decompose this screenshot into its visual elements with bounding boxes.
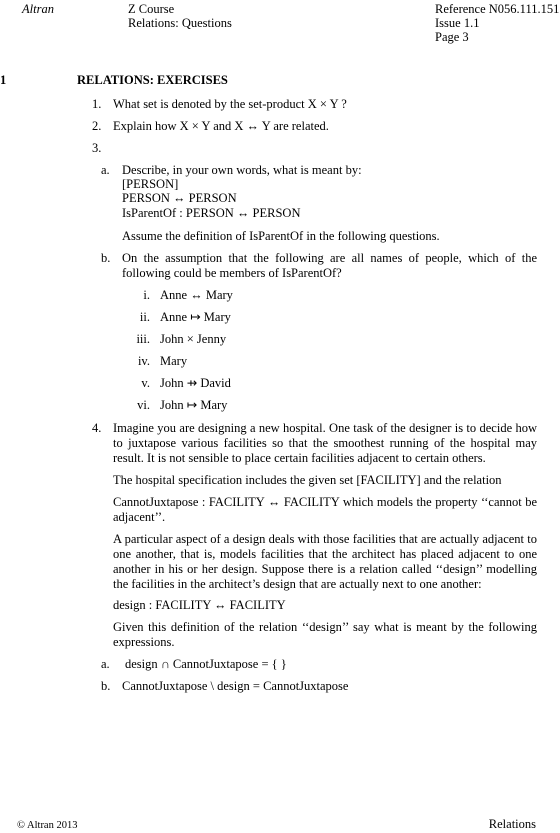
document-subtitle: Relations: Questions	[128, 16, 232, 30]
course-title: Z Course	[128, 2, 175, 16]
footer-topic: Relations	[488, 817, 536, 831]
list-item-number: vi.	[137, 398, 150, 412]
paragraph-design: A particular aspect of a design deals with those facilities that are actually adjacent to one another, that is, models facilities that the architect has placed adjacent to one another in his or her design. Suppose there is a relation called ‘‘design’’ modelling the facilities in the architect’s design that are actually next to one another:	[113, 532, 537, 591]
subquestion-label: a.	[101, 163, 110, 177]
paragraph-specification: The hospital specification includes the given set [FACILITY] and the relation	[113, 473, 502, 487]
copyright: © Altran 2013	[17, 820, 78, 831]
paragraph-intro: Imagine you are designing a new hospital. One task of the designer is to decide how to juxtapose various facilities so that the smoothest running of the hospital may result. It is not sensible to place certain facilities adjacent to certain others.	[113, 421, 537, 465]
given-set-person: [PERSON]	[122, 177, 179, 191]
list-item-number: iv.	[137, 354, 150, 368]
list-item-number: i.	[143, 288, 150, 302]
question-text: What set is denoted by the set-product X × Y ?	[113, 97, 347, 111]
question-number: 2.	[92, 119, 102, 133]
list-item-number: ii.	[139, 310, 150, 324]
paragraph-question: Given this definition of the relation ‘‘design’’ say what is meant by the following expressions.	[113, 620, 537, 649]
subquestion-text: Describe, in your own words, what is meant by:	[122, 163, 362, 177]
subquestion-label: b.	[101, 251, 111, 265]
reference-number: Reference N056.111.151	[435, 2, 560, 16]
question-text: Explain how X × Y and X ↔ Y are related.	[113, 119, 329, 133]
question-number: 3.	[92, 141, 102, 155]
list-item-number: iii.	[136, 332, 150, 346]
subquestion-text: On the assumption that the following are all names of people, which of the following could be members of IsParentOf?	[122, 251, 537, 280]
section-number: 1	[0, 73, 7, 87]
issue-number: Issue 1.1	[435, 16, 480, 30]
relation-person: PERSON ↔ PERSON	[122, 191, 237, 205]
list-item-number: v.	[141, 376, 150, 390]
page-number: Page 3	[435, 30, 469, 44]
list-item: John × Jenny	[160, 332, 227, 346]
list-item: Anne ↦ Mary	[160, 310, 231, 324]
expression-a: design ∩ CannotJuxtapose = { }	[125, 657, 287, 671]
question-number: 1.	[92, 97, 102, 111]
expression-b: CannotJuxtapose \ design = CannotJuxtapose	[122, 679, 349, 693]
list-item: Mary	[160, 354, 188, 368]
subquestion-label: a.	[101, 657, 110, 671]
isparentof-declaration: IsParentOf : PERSON ↔ PERSON	[122, 206, 301, 220]
section-title: RELATIONS: EXERCISES	[77, 73, 228, 87]
cannotjuxtapose-declaration: CannotJuxtapose : FACILITY ↔ FACILITY which models the property ‘‘cannot be adjacent’’.	[113, 495, 537, 524]
list-item: John ↦ Mary	[160, 398, 228, 412]
design-declaration: design : FACILITY ↔ FACILITY	[113, 598, 286, 612]
company-name: Altran	[22, 2, 54, 16]
subquestion-label: b.	[101, 679, 111, 693]
list-item: John ⇸ David	[160, 376, 231, 390]
assumption-note: Assume the definition of IsParentOf in the following questions.	[122, 229, 440, 243]
question-number: 4.	[92, 421, 102, 435]
list-item: Anne ↔ Mary	[160, 288, 233, 302]
